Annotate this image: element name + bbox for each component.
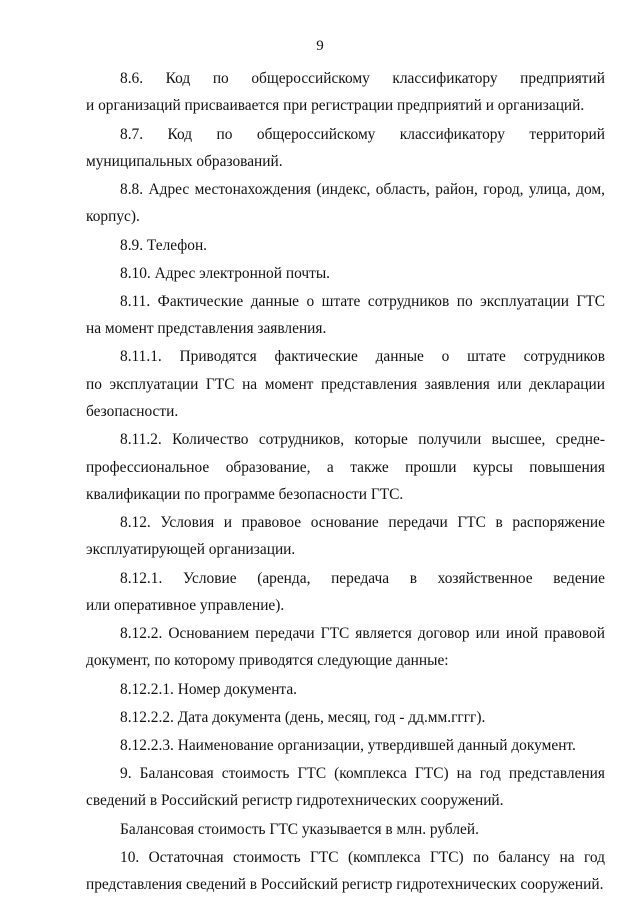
paragraph-8-9: 8.9. Телефон. <box>120 236 208 254</box>
page-number: 9 <box>316 38 324 54</box>
document-body <box>86 66 605 899</box>
paragraph-8-11-line-2: на момент представления заявления. <box>86 320 327 338</box>
paragraph-8-6-line-1: 8.6. Код по общероссийскому классификатору предприятий <box>120 70 605 87</box>
paragraph-8-8-line-2: корпус). <box>86 208 140 226</box>
paragraph-8-11-line-1: 8.11. Фактические данные о штате сотрудников по эксплуатации ГТС <box>120 292 605 310</box>
paragraph-9-line-2: сведений в Российский регистр гидротехнических сооружений. <box>86 792 504 810</box>
paragraph-10-line-2: представления сведений в Российский регистр гидротехнических сооружений. <box>86 876 604 894</box>
paragraph-8-7-line-1: 8.7. Код по общероссийскому классификатору территорий <box>120 125 605 143</box>
paragraph-8-11-2-line-2: профессиональное образование, а также прошли курсы повышения <box>86 458 605 476</box>
paragraph-8-11-1-line-2: по эксплуатации ГТС на момент представления заявления или декларации <box>86 375 605 393</box>
paragraph-8-12-2-2: 8.12.2.2. Дата документа (день, месяц, год - дд.мм.гггг). <box>120 708 486 726</box>
paragraph-8-12-2-3: 8.12.2.3. Наименование организации, утвердившей данный документ. <box>120 736 576 754</box>
paragraph-9-line-3: Балансовая стоимость ГТС указывается в млн. рублей. <box>120 820 479 838</box>
paragraph-8-6-line-2: и организаций присваивается при регистрации предприятий и организаций. <box>86 97 585 115</box>
paragraph-8-10: 8.10. Адрес электронной почты. <box>120 264 331 282</box>
paragraph-8-11-1-line-1: 8.11.1. Приводятся фактические данные о штате сотрудников <box>120 348 605 366</box>
paragraph-8-7-line-2: муниципальных образований. <box>86 152 283 170</box>
paragraph-8-12-2-1: 8.12.2.1. Номер документа. <box>120 680 298 698</box>
paragraph-8-12-1-line-1: 8.12.1. Условие (аренда, передача в хозяйственное ведение <box>120 569 605 587</box>
paragraph-8-8-line-1: 8.8. Адрес местонахождения (индекс, область, район, город, улица, дом, <box>120 181 605 198</box>
paragraph-8-12-1-line-2: или оперативное управление). <box>86 596 285 614</box>
paragraph-8-12-line-2: эксплуатирующей организации. <box>86 541 296 559</box>
paragraph-8-11-1-line-3: безопасности. <box>86 403 179 420</box>
paragraph-8-12-2-line-2: документ, по которому приводятся следующие данные: <box>86 652 449 670</box>
paragraph-8-12-line-1: 8.12. Условия и правовое основание передачи ГТС в распоряжение <box>120 514 605 531</box>
paragraph-8-12-2-line-1: 8.12.2. Основанием передачи ГТС является договор или иной правовой <box>120 625 605 642</box>
paragraph-9-line-1: 9. Балансовая стоимость ГТС (комплекса ГТС) на год представления <box>120 765 605 783</box>
paragraph-10-line-1: 10. Остаточная стоимость ГТС (комплекса ГТС) по балансу на год <box>120 848 605 866</box>
paragraph-8-11-2-line-3: квалификации по программе безопасности ГТС. <box>86 485 404 503</box>
paragraph-8-11-2-line-1: 8.11.2. Количество сотрудников, которые получили высшее, средне- <box>120 431 605 449</box>
